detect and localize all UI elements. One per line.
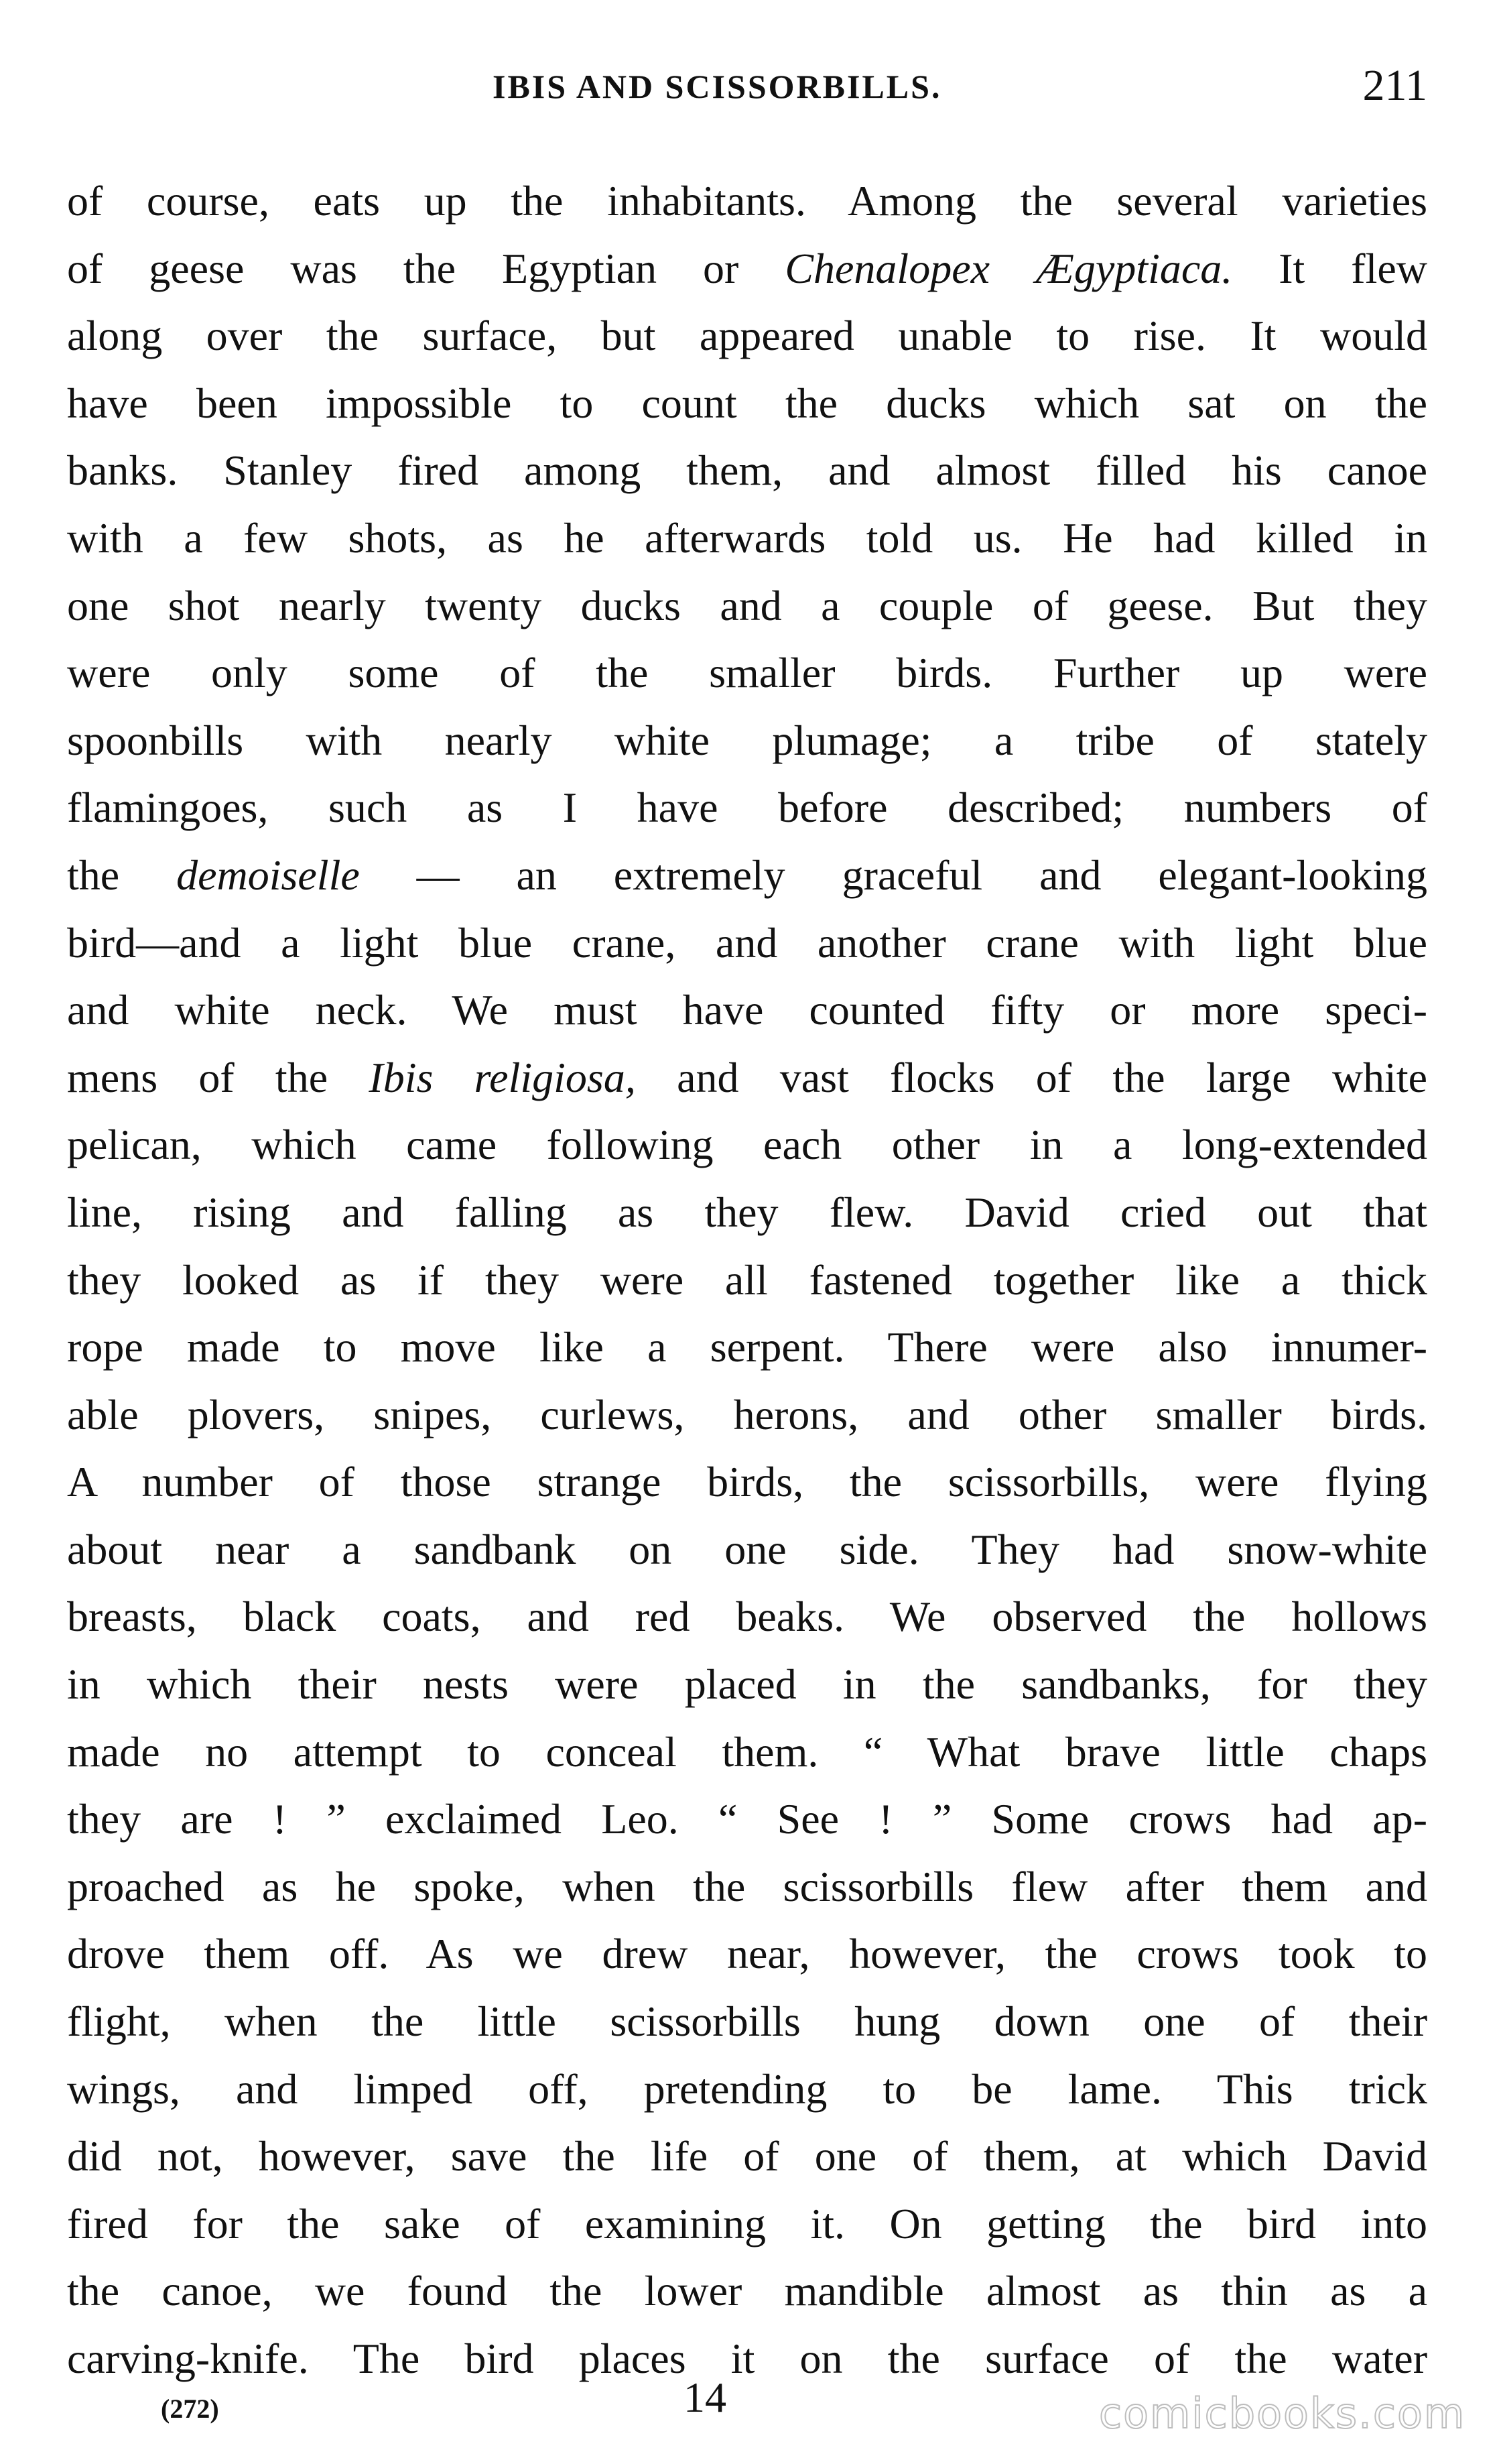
italic-term: Ibis religiosa,	[369, 1053, 636, 1101]
text-line	[67, 2123, 1427, 2191]
text-line	[67, 1111, 1427, 1179]
text-run: pelican, which came following each other in a long-extended	[67, 1121, 1427, 1169]
text-line	[67, 168, 1427, 235]
text-run: with a few shots, as he afterwards told us. He had killed in	[67, 513, 1427, 562]
text-run: about near a sandbank on one side. They had snow-white	[67, 1525, 1427, 1573]
text-line	[67, 437, 1427, 505]
text-run: spoonbills with nearly white plumage; a tribe of stately	[67, 716, 1427, 764]
text-run: wings, and limped off, pretending to be lame. This trick	[67, 2065, 1427, 2113]
italic-term: Chenalopex Ægyptiaca.	[785, 244, 1233, 292]
print-code: (272)	[161, 2394, 219, 2424]
text-line	[67, 774, 1427, 842]
text-line	[67, 1583, 1427, 1651]
text-run: breasts, black coats, and red beaks. We observed the hollows	[67, 1593, 1427, 1641]
text-line	[67, 1920, 1427, 1988]
text-run: did not, however, save the life of one of them, at which David	[67, 2132, 1427, 2180]
text-line	[67, 1651, 1427, 1719]
text-run: one shot nearly twenty ducks and a couple of geese. But they	[67, 581, 1427, 629]
body-text	[67, 168, 1427, 2393]
text-line	[67, 910, 1427, 977]
text-run: rope made to move like a serpent. There were also innumer-	[67, 1323, 1427, 1371]
text-line	[67, 572, 1427, 640]
text-run: carving-knife. The bird places it on the surface of the water	[67, 2335, 1427, 2382]
text-run: flamingoes, such as I have before described; numbers of	[67, 784, 1427, 832]
page-number: 211	[1362, 61, 1427, 110]
text-run: — an extremely graceful and elegant-looking	[359, 851, 1428, 899]
text-line	[67, 707, 1427, 775]
signature-mark: 14	[683, 2374, 726, 2421]
watermark: comicbooks.com	[1099, 2389, 1466, 2438]
text-line	[67, 1044, 1427, 1112]
text-run: made no attempt to conceal them. “ What brave little chaps	[67, 1727, 1427, 1776]
text-run: fired for the sake of examining it. On getting the bird into	[67, 2199, 1427, 2247]
text-run: of course, eats up the inhabitants. Among the several varieties	[67, 177, 1427, 225]
text-run: they looked as if they were all fastened together like a thick	[67, 1255, 1427, 1304]
text-line	[67, 370, 1427, 438]
text-run: able plovers, snipes, curlews, herons, and other smaller birds.	[67, 1390, 1427, 1438]
text-line	[67, 639, 1427, 707]
text-line	[67, 1314, 1427, 1381]
text-line	[67, 2191, 1427, 2258]
text-run: bird—and a light blue crane, and another crane with light blue	[67, 918, 1427, 967]
text-line	[67, 1381, 1427, 1449]
text-line	[67, 2056, 1427, 2123]
text-run: the canoe, we found the lower mandible almost as thin as a	[67, 2267, 1427, 2315]
text-run: A number of those strange birds, the scissorbills, were flying	[67, 1458, 1427, 1506]
text-run: have been impossible to count the ducks which sat on the	[67, 379, 1427, 427]
text-line	[67, 1853, 1427, 1921]
page-footer	[0, 2373, 1501, 2447]
text-run: the	[67, 851, 177, 899]
text-line	[67, 1179, 1427, 1247]
text-line	[67, 842, 1427, 910]
text-run: It flew	[1232, 244, 1428, 292]
text-run: proached as he spoke, when the scissorbills flew after them and	[67, 1862, 1427, 1910]
text-run: were only some of the smaller birds. Further up were	[67, 649, 1427, 697]
text-run: mens of the	[67, 1053, 369, 1101]
text-run: of geese was the Egyptian or	[67, 244, 785, 292]
text-run: line, rising and falling as they flew. David cried out that	[67, 1188, 1427, 1236]
text-run: flight, when the little scissorbills hung down one of their	[67, 1997, 1427, 2046]
text-line	[67, 1786, 1427, 1853]
text-line	[67, 1719, 1427, 1786]
text-line	[67, 1988, 1427, 2056]
text-line	[67, 505, 1427, 572]
text-line	[67, 1247, 1427, 1314]
running-head: IBIS AND SCISSORBILLS.	[493, 68, 942, 105]
text-run: in which their nests were placed in the sandbanks, for they	[67, 1660, 1427, 1709]
text-run: they are ! ” exclaimed Leo. “ See ! ” Some crows had ap-	[67, 1795, 1427, 1843]
text-run: drove them off. As we drew near, however, the crows took to	[67, 1930, 1427, 1978]
italic-term: demoiselle	[176, 851, 360, 899]
page-header	[0, 60, 1501, 114]
text-line	[67, 1449, 1427, 1516]
text-line	[67, 1516, 1427, 1584]
text-run: banks. Stanley fired among them, and almost filled his canoe	[67, 446, 1427, 495]
text-run: and vast flocks of the large white	[635, 1053, 1428, 1101]
text-line	[67, 2258, 1427, 2325]
text-run: and white neck. We must have counted fifty or more speci-	[67, 986, 1427, 1034]
text-line	[67, 302, 1427, 370]
text-line	[67, 977, 1427, 1044]
text-line	[67, 235, 1427, 303]
text-run: along over the surface, but appeared unable to rise. It would	[67, 312, 1427, 360]
